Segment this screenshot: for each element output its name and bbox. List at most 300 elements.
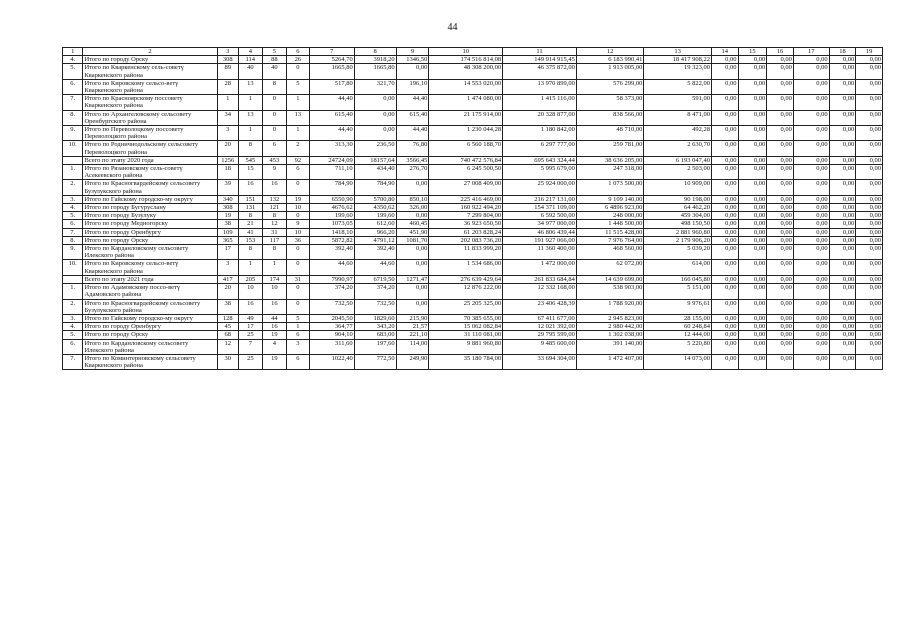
value-cell: 128	[217, 314, 238, 322]
column-number-cell: 19	[856, 48, 883, 56]
row-number-cell: 5.	[63, 64, 83, 79]
column-number-cell: 6	[287, 48, 310, 56]
value-cell: 1665,80	[309, 64, 354, 79]
value-cell: 40	[239, 64, 263, 79]
value-cell: 2	[287, 141, 310, 156]
row-number-cell	[63, 156, 83, 164]
value-cell: 0,00	[856, 165, 883, 180]
value-cell: 0,00	[711, 245, 738, 260]
value-cell: 0,00	[856, 141, 883, 156]
value-cell: 0,00	[829, 275, 856, 283]
value-cell: 18157,64	[354, 156, 396, 164]
data-table	[62, 47, 883, 370]
value-cell: 49	[239, 314, 263, 322]
value-cell: 109	[217, 228, 238, 236]
value-cell: 2 881 960,80	[644, 228, 712, 236]
value-cell: 38	[217, 299, 238, 314]
value-cell: 8 471,00	[644, 110, 712, 125]
value-cell: 20	[217, 141, 238, 156]
value-cell: 12	[262, 220, 287, 228]
value-cell: 0,00	[829, 236, 856, 244]
value-cell: 30	[217, 354, 238, 369]
value-cell: 784,90	[354, 180, 396, 195]
column-number-cell: 7	[309, 48, 354, 56]
value-cell: 0,00	[711, 110, 738, 125]
value-cell: 732,50	[309, 299, 354, 314]
value-cell: 10	[287, 204, 310, 212]
value-cell: 8	[239, 141, 263, 156]
value-cell: 160 922 494,20	[429, 204, 503, 212]
value-cell: 31	[287, 275, 310, 283]
value-cell: 34 977 000,00	[503, 220, 577, 228]
value-cell: 0,00	[767, 314, 794, 322]
value-cell: 0,00	[793, 126, 829, 141]
value-cell: 10 909,00	[644, 180, 712, 195]
value-cell: 0,00	[396, 284, 429, 299]
table-row	[63, 354, 883, 369]
value-cell: 451,90	[396, 228, 429, 236]
value-cell: 29 795 599,00	[503, 331, 577, 339]
value-cell: 8	[262, 245, 287, 260]
value-cell: 0,00	[767, 323, 794, 331]
value-cell: 460,45	[396, 220, 429, 228]
value-cell: 174	[262, 275, 287, 283]
value-cell: 0,00	[738, 195, 767, 203]
table-row	[63, 56, 883, 64]
value-cell: 0,00	[829, 165, 856, 180]
value-cell: 3566,45	[396, 156, 429, 164]
value-cell: 0,00	[711, 56, 738, 64]
value-cell: 1665,80	[354, 64, 396, 79]
value-cell: 0,00	[793, 141, 829, 156]
value-cell: 6	[262, 141, 287, 156]
value-cell: 0,00	[829, 156, 856, 164]
value-cell: 0,00	[767, 245, 794, 260]
value-cell: 1081,70	[396, 236, 429, 244]
row-number-cell: 9.	[63, 245, 83, 260]
value-cell: 0,00	[767, 284, 794, 299]
value-cell: 784,90	[309, 180, 354, 195]
value-cell: 1 472 407,00	[576, 354, 644, 369]
value-cell: 6719,50	[354, 275, 396, 283]
value-cell: 1	[217, 95, 238, 110]
value-cell: 0,00	[738, 245, 767, 260]
value-cell: 0,00	[829, 56, 856, 64]
value-cell: 772,50	[354, 354, 396, 369]
value-cell: 0,00	[829, 228, 856, 236]
table-row	[63, 165, 883, 180]
row-name-cell: Итого по городу Орску	[83, 236, 217, 244]
value-cell: 92	[287, 156, 310, 164]
value-cell: 0,00	[738, 331, 767, 339]
value-cell: 321,70	[354, 79, 396, 94]
value-cell: 12 332 168,00	[503, 284, 577, 299]
table-row	[63, 180, 883, 195]
value-cell: 0,00	[793, 165, 829, 180]
value-cell: 545	[239, 156, 263, 164]
value-cell: 0,00	[738, 126, 767, 141]
value-cell: 38	[217, 220, 238, 228]
value-cell: 154 371 109,00	[503, 204, 577, 212]
value-cell: 0	[287, 260, 310, 275]
value-cell: 308	[217, 56, 238, 64]
value-cell: 0	[262, 110, 287, 125]
column-number-cell: 1	[63, 48, 83, 56]
value-cell: 5872,82	[309, 236, 354, 244]
value-cell: 0,00	[767, 79, 794, 94]
value-cell: 0,00	[856, 228, 883, 236]
value-cell: 0,00	[738, 339, 767, 354]
value-cell: 0,00	[856, 110, 883, 125]
column-number-cell: 3	[217, 48, 238, 56]
column-number-cell: 17	[793, 48, 829, 56]
value-cell: 25	[239, 331, 263, 339]
value-cell: 202 083 736,20	[429, 236, 503, 244]
value-cell: 0,00	[767, 141, 794, 156]
value-cell: 1 302 038,00	[576, 331, 644, 339]
page-number: 44	[447, 22, 458, 33]
value-cell: 1 180 842,00	[503, 126, 577, 141]
value-cell: 0,00	[856, 195, 883, 203]
value-cell: 114	[239, 56, 263, 64]
value-cell: 5 220,80	[644, 339, 712, 354]
value-cell: 28 155,00	[644, 314, 712, 322]
value-cell: 0,00	[711, 95, 738, 110]
value-cell: 174 516 814,08	[429, 56, 503, 64]
value-cell: 1	[287, 323, 310, 331]
row-name-cell: Итого по Красногвардейскому сельсовету Бузулукского района	[83, 299, 217, 314]
row-name-cell: Итого по городу Оренбургу	[83, 228, 217, 236]
value-cell: 28	[217, 79, 238, 94]
value-cell: 904,10	[309, 331, 354, 339]
value-cell: 0,00	[767, 212, 794, 220]
value-cell: 615,40	[309, 110, 354, 125]
table-row	[63, 331, 883, 339]
column-number-cell: 5	[262, 48, 287, 56]
value-cell: 9	[262, 165, 287, 180]
value-cell: 44,40	[396, 126, 429, 141]
value-cell: 0,00	[856, 260, 883, 275]
value-cell: 67 411 677,00	[503, 314, 577, 322]
value-cell: 9	[287, 220, 310, 228]
value-cell: 0,00	[711, 236, 738, 244]
value-cell: 31	[262, 228, 287, 236]
value-cell: 62 072,00	[576, 260, 644, 275]
value-cell: 0,00	[793, 354, 829, 369]
value-cell: 9 485 600,00	[503, 339, 577, 354]
value-cell: 48 710,00	[576, 126, 644, 141]
value-cell: 374,20	[354, 284, 396, 299]
value-cell: 11 515 428,00	[576, 228, 644, 236]
value-cell: 0,00	[829, 299, 856, 314]
column-number-cell: 15	[738, 48, 767, 56]
column-number-cell: 14	[711, 48, 738, 56]
value-cell: 576 299,00	[576, 79, 644, 94]
value-cell: 18 417 908,22	[644, 56, 712, 64]
table-row	[63, 245, 883, 260]
value-cell: 0,00	[711, 323, 738, 331]
value-cell: 4676,62	[309, 204, 354, 212]
value-cell: 0,00	[767, 275, 794, 283]
value-cell: 3	[287, 339, 310, 354]
value-cell: 0,00	[767, 56, 794, 64]
value-cell: 966,20	[354, 228, 396, 236]
value-cell: 0,00	[711, 284, 738, 299]
value-cell: 0,00	[767, 165, 794, 180]
value-cell: 612,60	[354, 220, 396, 228]
value-cell: 4350,62	[354, 204, 396, 212]
row-name-cell: Итого по Красногвардейскому сельсовету Бузулукского района	[83, 180, 217, 195]
value-cell: 76,80	[396, 141, 429, 156]
value-cell: 0,00	[829, 212, 856, 220]
value-cell: 1346,50	[396, 56, 429, 64]
value-cell: 0,00	[793, 236, 829, 244]
value-cell: 0,00	[767, 228, 794, 236]
value-cell: 5 151,00	[644, 284, 712, 299]
table-row	[63, 204, 883, 212]
value-cell: 695 643 324,44	[503, 156, 577, 164]
table-row	[63, 64, 883, 79]
value-cell: 20	[217, 284, 238, 299]
value-cell: 25 205 325,00	[429, 299, 503, 314]
value-cell: 44,40	[309, 126, 354, 141]
value-cell: 0,00	[738, 56, 767, 64]
value-cell: 10	[262, 284, 287, 299]
row-name-cell: Итого по Коминтерновскому сельсовету Кваркенского района	[83, 354, 217, 369]
value-cell: 0,00	[856, 79, 883, 94]
value-cell: 25	[239, 354, 263, 369]
row-number-cell: 7.	[63, 354, 83, 369]
row-number-cell: 6.	[63, 220, 83, 228]
value-cell: 23 406 428,39	[503, 299, 577, 314]
value-cell: 0,00	[767, 220, 794, 228]
value-cell: 0,00	[793, 220, 829, 228]
value-cell: 4	[262, 339, 287, 354]
row-number-cell: 1.	[63, 165, 83, 180]
value-cell: 0,00	[738, 110, 767, 125]
value-cell: 197,60	[354, 339, 396, 354]
row-number-cell: 5.	[63, 331, 83, 339]
value-cell: 0,00	[711, 64, 738, 79]
row-name-cell: Итого по Кировскому сельсо-ветү Кваркенского района	[83, 260, 217, 275]
value-cell: 0,00	[738, 299, 767, 314]
value-cell: 850,10	[396, 195, 429, 203]
value-cell: 343,20	[354, 323, 396, 331]
value-cell: 6	[287, 165, 310, 180]
value-cell: 8	[262, 79, 287, 94]
row-name-cell: Всего по этапу 2021 года	[83, 275, 217, 283]
value-cell: 0,00	[711, 126, 738, 141]
value-cell: 1 472 000,00	[503, 260, 577, 275]
value-cell: 8	[239, 245, 263, 260]
value-cell: 711,10	[309, 165, 354, 180]
value-cell: 0,00	[711, 354, 738, 369]
value-cell: 0,00	[793, 95, 829, 110]
value-cell: 459 304,00	[644, 212, 712, 220]
value-cell: 0,00	[856, 95, 883, 110]
value-cell: 1256	[217, 156, 238, 164]
value-cell: 0,00	[829, 323, 856, 331]
value-cell: 166 045,80	[644, 275, 712, 283]
value-cell: 0,00	[738, 323, 767, 331]
column-number-cell: 12	[576, 48, 644, 56]
value-cell: 517,80	[309, 79, 354, 94]
value-cell: 196,10	[396, 79, 429, 94]
value-cell: 0,00	[829, 354, 856, 369]
row-name-cell: Итого по Гайскому городско-му округу	[83, 314, 217, 322]
value-cell: 0,00	[354, 110, 396, 125]
value-cell: 44,60	[354, 260, 396, 275]
row-number-cell: 5.	[63, 212, 83, 220]
value-cell: 0,00	[738, 260, 767, 275]
value-cell: 121	[262, 204, 287, 212]
value-cell: 498 150,50	[644, 220, 712, 228]
value-cell: 468 560,00	[576, 245, 644, 260]
value-cell: 6 193 047,40	[644, 156, 712, 164]
row-number-cell: 9.	[63, 126, 83, 141]
value-cell: 0,00	[711, 228, 738, 236]
value-cell: 0,00	[767, 110, 794, 125]
value-cell: 19 323,00	[644, 64, 712, 79]
value-cell: 0,00	[767, 195, 794, 203]
value-cell: 18	[217, 165, 238, 180]
row-number-cell: 10.	[63, 141, 83, 156]
value-cell: 5 039,20	[644, 245, 712, 260]
value-cell: 615,40	[396, 110, 429, 125]
table-row	[63, 126, 883, 141]
value-cell: 0,00	[829, 79, 856, 94]
value-cell: 838 566,00	[576, 110, 644, 125]
value-cell: 276 639 429,64	[429, 275, 503, 283]
value-cell: 0,00	[829, 204, 856, 212]
row-name-cell: Итого по Архангеловскому сельсовету Оренбургского района	[83, 110, 217, 125]
value-cell: 1022,40	[309, 354, 354, 369]
value-cell: 19	[262, 331, 287, 339]
value-cell: 0,00	[856, 204, 883, 212]
value-cell: 0,00	[829, 339, 856, 354]
value-cell: 44,40	[396, 95, 429, 110]
value-cell: 249,90	[396, 354, 429, 369]
value-cell: 10	[239, 284, 263, 299]
column-number-cell: 11	[503, 48, 577, 56]
table-row	[63, 141, 883, 156]
value-cell: 591,00	[644, 95, 712, 110]
column-number-cell: 2	[83, 48, 217, 56]
value-cell: 2 630,70	[644, 141, 712, 156]
value-cell: 89	[217, 64, 238, 79]
value-cell: 13 970 899,00	[503, 79, 577, 94]
value-cell: 1	[239, 95, 263, 110]
table-row	[63, 299, 883, 314]
value-cell: 0,00	[711, 339, 738, 354]
value-cell: 0,00	[856, 64, 883, 79]
value-cell: 114,00	[396, 339, 429, 354]
value-cell: 0,00	[711, 195, 738, 203]
value-cell: 0,00	[738, 95, 767, 110]
value-cell: 365	[217, 236, 238, 244]
value-cell: 1 448 500,00	[576, 220, 644, 228]
value-cell: 0,00	[767, 260, 794, 275]
value-cell: 0,00	[856, 236, 883, 244]
value-cell: 199,60	[309, 212, 354, 220]
value-cell: 0,00	[738, 79, 767, 94]
value-cell: 0,00	[856, 180, 883, 195]
value-cell: 0,00	[711, 299, 738, 314]
value-cell: 3	[217, 260, 238, 275]
value-cell: 0,00	[793, 156, 829, 164]
value-cell: 0,00	[856, 299, 883, 314]
value-cell: 45	[217, 323, 238, 331]
value-cell: 0,00	[829, 245, 856, 260]
row-name-cell: Итого по Карданловскому сельсовету Илекского района	[83, 339, 217, 354]
value-cell: 12 444,00	[644, 331, 712, 339]
value-cell: 14 073,00	[644, 354, 712, 369]
value-cell: 0,00	[793, 284, 829, 299]
value-cell: 0,00	[793, 314, 829, 322]
value-cell: 215,90	[396, 314, 429, 322]
table-row	[63, 314, 883, 322]
value-cell: 149 914 915,45	[503, 56, 577, 64]
value-cell: 7	[239, 339, 263, 354]
row-number-cell: 10.	[63, 260, 83, 275]
value-cell: 0,00	[767, 339, 794, 354]
value-cell: 0,00	[738, 180, 767, 195]
value-cell: 16	[239, 180, 263, 195]
value-cell: 0,00	[793, 339, 829, 354]
value-cell: 31 110 081,00	[429, 331, 503, 339]
row-name-cell: Итого по Родничнодольскому сельсовету Переволоцкого района	[83, 141, 217, 156]
value-cell: 0,00	[767, 354, 794, 369]
value-cell: 0,00	[396, 212, 429, 220]
row-name-cell: Итого по Красноярскому поссовету Кваркенского района	[83, 95, 217, 110]
value-cell: 12	[217, 339, 238, 354]
value-cell: 5700,80	[354, 195, 396, 203]
value-cell: 7 299 804,00	[429, 212, 503, 220]
value-cell: 132	[262, 195, 287, 203]
value-cell: 16	[262, 323, 287, 331]
value-cell: 6 4896 923,00	[576, 204, 644, 212]
table-row	[63, 110, 883, 125]
value-cell: 247 318,00	[576, 165, 644, 180]
value-cell: 1	[262, 260, 287, 275]
value-cell: 0,00	[856, 339, 883, 354]
column-number-cell: 16	[767, 48, 794, 56]
value-cell: 38 636 205,00	[576, 156, 644, 164]
row-number-cell: 8.	[63, 236, 83, 244]
value-cell: 1 073 500,00	[576, 180, 644, 195]
value-cell: 732,50	[354, 299, 396, 314]
value-cell: 391 140,00	[576, 339, 644, 354]
value-cell: 10	[287, 228, 310, 236]
value-cell: 0,00	[738, 354, 767, 369]
value-cell: 225 416 469,00	[429, 195, 503, 203]
row-number-cell: 4.	[63, 204, 83, 212]
value-cell: 0,00	[856, 314, 883, 322]
value-cell: 0,00	[711, 141, 738, 156]
value-cell: 434,40	[354, 165, 396, 180]
table-container	[62, 47, 883, 370]
value-cell: 326,00	[396, 204, 429, 212]
value-cell: 0,00	[793, 79, 829, 94]
column-number-cell: 8	[354, 48, 396, 56]
value-cell: 17	[239, 323, 263, 331]
value-cell: 417	[217, 275, 238, 283]
row-name-cell: Итого по городу Бузулуку	[83, 212, 217, 220]
value-cell: 0,00	[354, 126, 396, 141]
value-cell: 0,00	[738, 156, 767, 164]
value-cell: 0,00	[711, 220, 738, 228]
table-row	[63, 323, 883, 331]
